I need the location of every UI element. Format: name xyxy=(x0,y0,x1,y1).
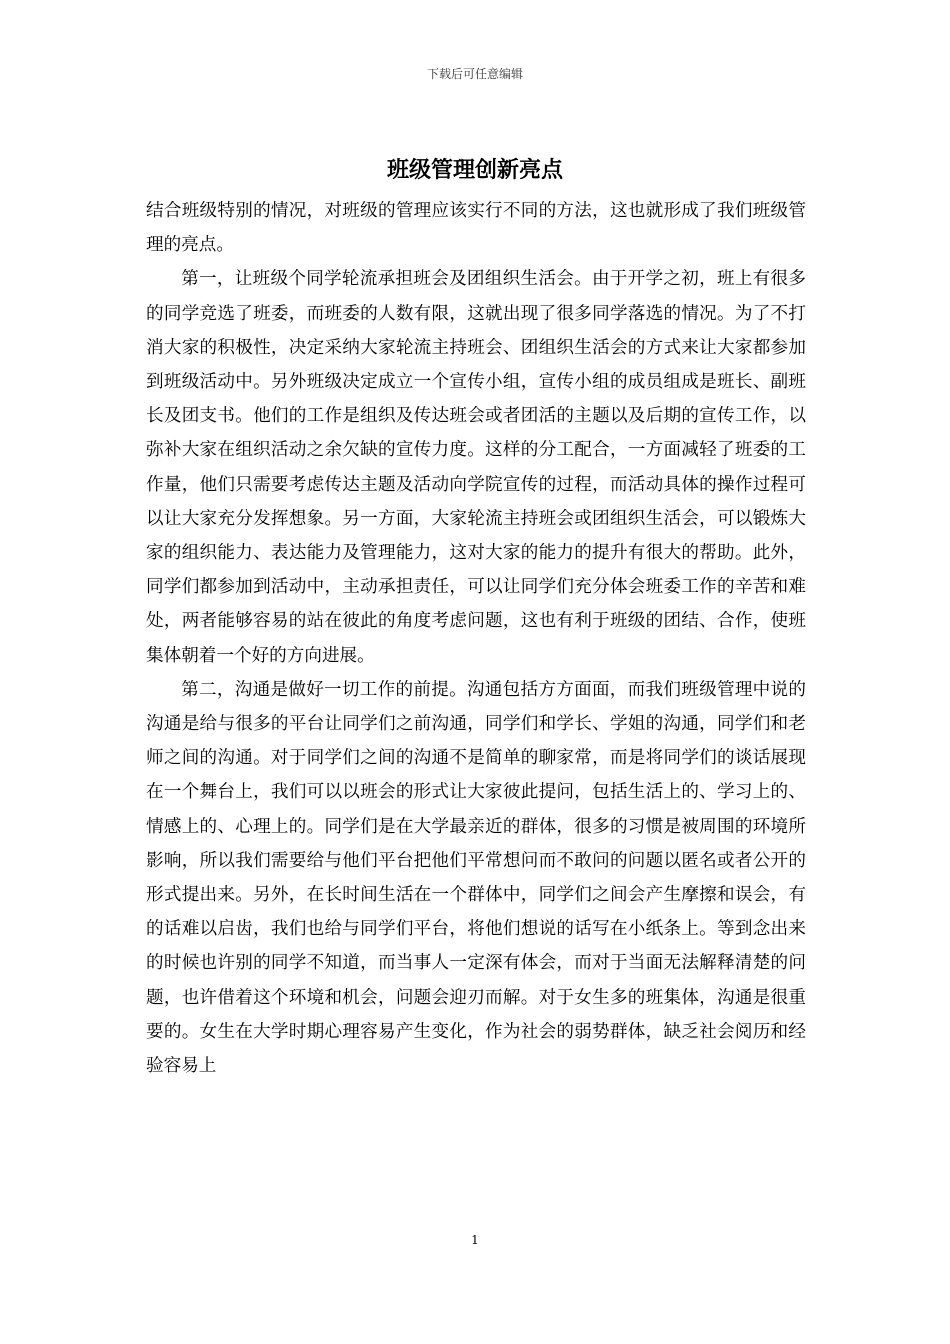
paragraph-first-point: 第一，让班级个同学轮流承担班会及团组织生活会。由于开学之初，班上有很多的同学竞选了班委，而班委的人数有限，这就出现了很多同学落选的情况。为了不打消大家的积极性，决定采纳大家轮流主持班会、团组织生活会的方式来让大家都参加到班级活动中。另外班级决定成立一个宣传小组，宣传小组的成员组成是班长、副班长及团支书。他们的工作是组织及传达班会或者团活的主题以及后期的宣传工作，以弥补大家在组织活动之余欠缺的宣传力度。这样的分工配合，一方面减轻了班委的工作量，他们只需要考虑传达主题及活动向学院宣传的过程，而活动具体的操作过程可以让大家充分发挥想象。另一方面，大家轮流主持班会或团组织生活会，可以锻炼大家的组织能力、表达能力及管理能力，这对大家的能力的提升有很大的帮助。此外，同学们都参加到活动中，主动承担责任，可以让同学们充分体会班委工作的辛苦和难处，两者能够容易的站在彼此的角度考虑问题，这也有利于班级的团结、合作，使班集体朝着一个好的方向进展。 xyxy=(146,269,806,666)
page-number: 1 xyxy=(471,1233,479,1247)
document-body xyxy=(146,194,806,1083)
document-title: 班级管理创新亮点 xyxy=(386,157,563,183)
paragraph-intro: 结合班级特别的情况，对班级的管理应该实行不同的方法，这也就形成了我们班级管理的亮点。 xyxy=(146,201,806,256)
page-header: 下载后可任意编辑 xyxy=(426,67,523,81)
paragraph-second-point: 第二，沟通是做好一切工作的前提。沟通包括方方面面，而我们班级管理中说的沟通是给与很多的平台让同学们之前沟通，同学们和学长、学姐的沟通，同学们和老师之间的沟通。对于同学们之间的沟通不是简单的聊家常，而是将同学们的谈话展现在一个舞台上，我们可以以班会的形式让大家彼此提问，包括生活上的、学习上的、情感上的、心理上的。同学们是在大学最亲近的群体，很多的习惯是被周围的环境所影响，所以我们需要给与他们平台把他们平常想问而不敢问的问题以匿名或者公开的形式提出来。另外，在长时间生活在一个群体中，同学们之间会产生摩擦和误会，有的话难以启齿，我们也给与同学们平台，将他们想说的话写在小纸条上。等到念出来的时候也许别的同学不知道，而当事人一定深有体会，而对于当面无法解释清楚的问题，也许借着这个环境和机会，问题会迎刃而解。对于女生多的班集体，沟通是很重要的。女生在大学时期心理容易产生变化，作为社会的弱势群体，缺乏社会阅历和经验容易上 xyxy=(146,679,806,1077)
